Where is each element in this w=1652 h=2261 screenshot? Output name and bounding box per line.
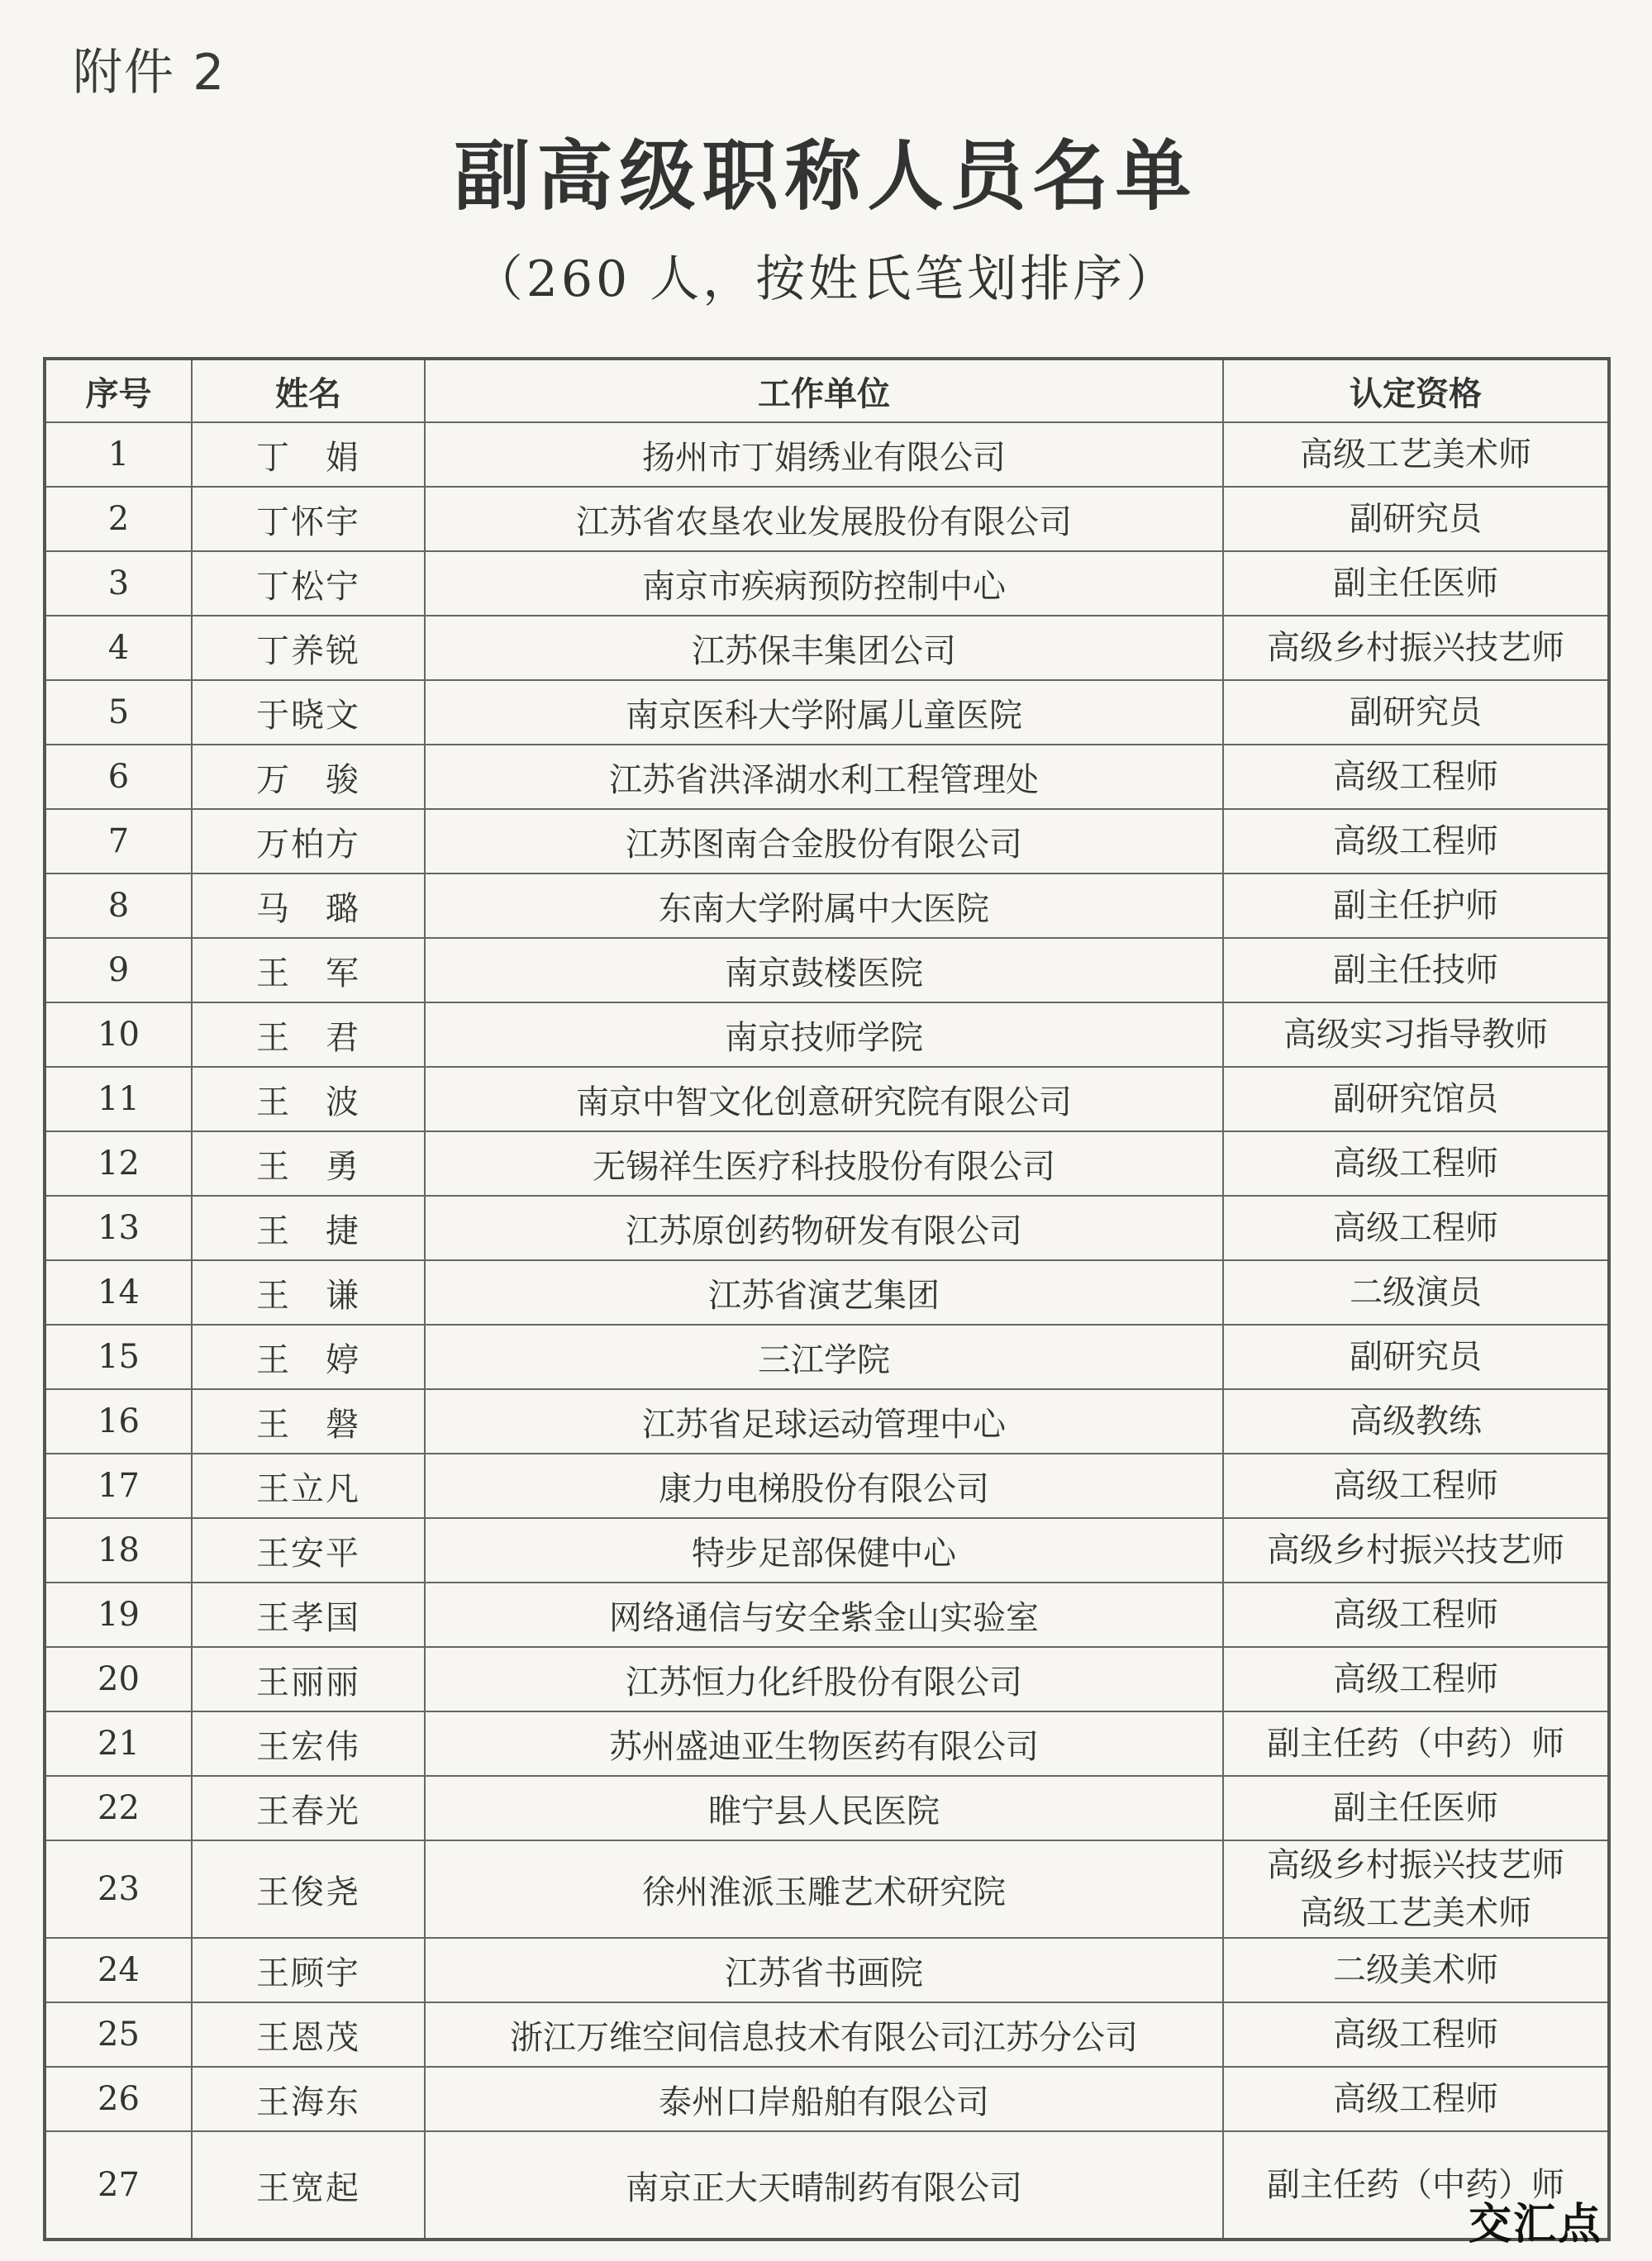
employer-name: 江苏省洪泽湖水利工程管理处 xyxy=(425,745,1223,809)
qualification-cell xyxy=(1223,551,1609,616)
table-row xyxy=(45,1938,1609,2002)
employer-name: 扬州市丁娟绣业有限公司 xyxy=(425,422,1223,487)
qualification-text: 副研究员 xyxy=(1350,693,1482,731)
row-index: 6 xyxy=(45,745,192,809)
employer-name: 苏州盛迪亚生物医药有限公司 xyxy=(425,1711,1223,1776)
document-subtitle: （260 人，按姓氏笔划排序） xyxy=(473,250,1179,308)
person-name: 王安平 xyxy=(192,1518,425,1583)
row-index: 2 xyxy=(45,487,192,551)
row-index: 20 xyxy=(45,1647,192,1711)
row-index: 17 xyxy=(45,1454,192,1518)
employer-name: 睢宁县人民医院 xyxy=(425,1776,1223,1840)
qualification-text: 高级工程师 xyxy=(1333,2016,1498,2054)
attachment-label: 附件 2 xyxy=(73,44,226,102)
employer-name: 江苏图南合金股份有限公司 xyxy=(425,809,1223,873)
table-row xyxy=(45,1196,1609,1260)
qualification-text: 副研究员 xyxy=(1350,500,1482,538)
row-index: 12 xyxy=(45,1131,192,1196)
row-index: 9 xyxy=(45,938,192,1002)
qualification-text: 高级工程师 xyxy=(1333,822,1498,860)
row-index: 7 xyxy=(45,809,192,873)
qualification-cell xyxy=(1223,616,1609,680)
qualification-text: 高级工程师 xyxy=(1333,1209,1498,1247)
table-row xyxy=(45,1067,1609,1131)
employer-name: 江苏省农垦农业发展股份有限公司 xyxy=(425,487,1223,551)
row-index: 16 xyxy=(45,1389,192,1454)
qualification-cell xyxy=(1223,2067,1609,2131)
row-index: 27 xyxy=(45,2131,192,2240)
table-row xyxy=(45,1260,1609,1325)
employer-name: 三江学院 xyxy=(425,1325,1223,1389)
table-row xyxy=(45,1002,1609,1067)
table-row xyxy=(45,809,1609,873)
qualification-cell xyxy=(1223,873,1609,938)
qualification-cell xyxy=(1223,2002,1609,2067)
qualification-text: 高级工程师 xyxy=(1333,1596,1498,1634)
qualification-text: 副研究员 xyxy=(1350,1338,1482,1376)
table-row xyxy=(45,551,1609,616)
row-index: 14 xyxy=(45,1260,192,1325)
qualification-cell xyxy=(1223,1325,1609,1389)
row-index: 23 xyxy=(45,1840,192,1938)
person-name: 丁怀宇 xyxy=(192,487,425,551)
qualification-text: 二级演员 xyxy=(1350,1273,1482,1311)
employer-name: 东南大学附属中大医院 xyxy=(425,873,1223,938)
qualification-cell xyxy=(1223,1840,1609,1938)
qualification-cell xyxy=(1223,680,1609,745)
qualification-text: 高级工程师 xyxy=(1333,1467,1498,1505)
person-name: 万 骏 xyxy=(192,745,425,809)
employer-name: 南京技师学院 xyxy=(425,1002,1223,1067)
person-name: 王 捷 xyxy=(192,1196,425,1260)
person-name: 王 婷 xyxy=(192,1325,425,1389)
qualification-text: 高级乡村振兴技艺师 xyxy=(1267,1846,1564,1884)
person-name: 王恩茂 xyxy=(192,2002,425,2067)
column-header-name: 姓名 xyxy=(192,359,425,422)
table-row xyxy=(45,2131,1609,2240)
employer-name: 江苏原创药物研发有限公司 xyxy=(425,1196,1223,1260)
table-row xyxy=(45,680,1609,745)
watermark-logo: 交汇点 xyxy=(1468,2199,1602,2249)
table-row xyxy=(45,745,1609,809)
person-name: 王宏伟 xyxy=(192,1711,425,1776)
person-name: 王 波 xyxy=(192,1067,425,1131)
qualification-text: 高级乡村振兴技艺师 xyxy=(1267,1531,1564,1569)
row-index: 1 xyxy=(45,422,192,487)
table-row xyxy=(45,1325,1609,1389)
qualification-cell xyxy=(1223,1938,1609,2002)
employer-name: 网络通信与安全紫金山实验室 xyxy=(425,1583,1223,1647)
employer-name: 泰州口岸船舶有限公司 xyxy=(425,2067,1223,2131)
employer-name: 特步足部保健中心 xyxy=(425,1518,1223,1583)
employer-name: 康力电梯股份有限公司 xyxy=(425,1454,1223,1518)
table-row xyxy=(45,1454,1609,1518)
person-name: 王孝国 xyxy=(192,1583,425,1647)
roster-table xyxy=(43,357,1611,2241)
qualification-text: 高级工程师 xyxy=(1333,1660,1498,1698)
employer-name: 江苏省演艺集团 xyxy=(425,1260,1223,1325)
qualification-text: 副研究馆员 xyxy=(1333,1080,1498,1118)
person-name: 万柏方 xyxy=(192,809,425,873)
qualification-text: 副主任药（中药）师 xyxy=(1267,1725,1564,1763)
qualification-cell xyxy=(1223,1131,1609,1196)
employer-name: 徐州淮派玉雕艺术研究院 xyxy=(425,1840,1223,1938)
qualification-cell xyxy=(1223,938,1609,1002)
employer-name: 南京医科大学附属儿童医院 xyxy=(425,680,1223,745)
qualification-text: 高级工艺美术师 xyxy=(1300,436,1531,474)
table-row xyxy=(45,1131,1609,1196)
qualification-cell xyxy=(1223,1711,1609,1776)
qualification-cell xyxy=(1223,745,1609,809)
row-index: 18 xyxy=(45,1518,192,1583)
person-name: 丁养锐 xyxy=(192,616,425,680)
qualification-cell xyxy=(1223,1389,1609,1454)
qualification-cell xyxy=(1223,1647,1609,1711)
table-row xyxy=(45,2002,1609,2067)
qualification-cell xyxy=(1223,1583,1609,1647)
row-index: 22 xyxy=(45,1776,192,1840)
qualification-cell xyxy=(1223,422,1609,487)
employer-name: 浙江万维空间信息技术有限公司江苏分公司 xyxy=(425,2002,1223,2067)
table-row xyxy=(45,616,1609,680)
row-index: 15 xyxy=(45,1325,192,1389)
person-name: 丁松宁 xyxy=(192,551,425,616)
qualification-cell xyxy=(1223,487,1609,551)
employer-name: 江苏恒力化纤股份有限公司 xyxy=(425,1647,1223,1711)
qualification-text: 高级工艺美术师 xyxy=(1300,1894,1531,1932)
person-name: 王 磐 xyxy=(192,1389,425,1454)
person-name: 王 谦 xyxy=(192,1260,425,1325)
qualification-cell xyxy=(1223,1067,1609,1131)
table-row xyxy=(45,1776,1609,1840)
table-row xyxy=(45,1840,1609,1938)
employer-name: 南京市疾病预防控制中心 xyxy=(425,551,1223,616)
person-name: 王顾宇 xyxy=(192,1938,425,2002)
table-row xyxy=(45,1389,1609,1454)
qualification-text: 高级工程师 xyxy=(1333,1145,1498,1183)
person-name: 丁 娟 xyxy=(192,422,425,487)
qualification-text: 副主任技师 xyxy=(1333,951,1498,989)
person-name: 王春光 xyxy=(192,1776,425,1840)
person-name: 王俊尧 xyxy=(192,1840,425,1938)
qualification-cell xyxy=(1223,809,1609,873)
qualification-cell xyxy=(1223,1776,1609,1840)
row-index: 13 xyxy=(45,1196,192,1260)
column-header-index: 序号 xyxy=(45,359,192,422)
table-row xyxy=(45,873,1609,938)
person-name: 王立凡 xyxy=(192,1454,425,1518)
employer-name: 江苏省书画院 xyxy=(425,1938,1223,2002)
qualification-cell xyxy=(1223,1002,1609,1067)
row-index: 11 xyxy=(45,1067,192,1131)
table-row xyxy=(45,938,1609,1002)
table-row xyxy=(45,2067,1609,2131)
qualification-cell xyxy=(1223,1260,1609,1325)
person-name: 王丽丽 xyxy=(192,1647,425,1711)
row-index: 21 xyxy=(45,1711,192,1776)
person-name: 王宽起 xyxy=(192,2131,425,2240)
person-name: 王 勇 xyxy=(192,1131,425,1196)
person-name: 马 璐 xyxy=(192,873,425,938)
qualification-text: 高级工程师 xyxy=(1333,758,1498,796)
qualification-text: 副主任药（中药）师 xyxy=(1267,2166,1564,2204)
person-name: 于晓文 xyxy=(192,680,425,745)
qualification-cell xyxy=(1223,1196,1609,1260)
row-index: 19 xyxy=(45,1583,192,1647)
row-index: 5 xyxy=(45,680,192,745)
row-index: 25 xyxy=(45,2002,192,2067)
table-row xyxy=(45,1518,1609,1583)
employer-name: 南京正大天晴制药有限公司 xyxy=(425,2131,1223,2240)
person-name: 王海东 xyxy=(192,2067,425,2131)
qualification-text: 高级乡村振兴技艺师 xyxy=(1267,629,1564,667)
row-index: 10 xyxy=(45,1002,192,1067)
table-row xyxy=(45,1583,1609,1647)
qualification-text: 副主任医师 xyxy=(1333,564,1498,602)
column-header-qualification: 认定资格 xyxy=(1223,359,1609,422)
column-header-employer: 工作单位 xyxy=(425,359,1223,422)
roster-body xyxy=(45,422,1609,2240)
employer-name: 南京中智文化创意研究院有限公司 xyxy=(425,1067,1223,1131)
employer-name: 江苏保丰集团公司 xyxy=(425,616,1223,680)
qualification-text: 副主任医师 xyxy=(1333,1789,1498,1827)
table-row xyxy=(45,422,1609,487)
employer-name: 南京鼓楼医院 xyxy=(425,938,1223,1002)
row-index: 24 xyxy=(45,1938,192,2002)
qualification-text: 副主任护师 xyxy=(1333,887,1498,925)
document-title: 副高级职称人员名单 xyxy=(454,132,1198,221)
table-row xyxy=(45,1711,1609,1776)
table-row xyxy=(45,487,1609,551)
row-index: 26 xyxy=(45,2067,192,2131)
row-index: 8 xyxy=(45,873,192,938)
row-index: 4 xyxy=(45,616,192,680)
qualification-text: 高级实习指导教师 xyxy=(1283,1016,1548,1054)
row-index: 3 xyxy=(45,551,192,616)
employer-name: 无锡祥生医疗科技股份有限公司 xyxy=(425,1131,1223,1196)
employer-name: 江苏省足球运动管理中心 xyxy=(425,1389,1223,1454)
qualification-text: 二级美术师 xyxy=(1333,1951,1498,1989)
person-name: 王 君 xyxy=(192,1002,425,1067)
table-row xyxy=(45,1647,1609,1711)
qualification-cell xyxy=(1223,1518,1609,1583)
table-header-row xyxy=(45,359,1609,422)
qualification-cell xyxy=(1223,1454,1609,1518)
qualification-text: 高级教练 xyxy=(1350,1402,1482,1440)
person-name: 王 军 xyxy=(192,938,425,1002)
qualification-text: 高级工程师 xyxy=(1333,2080,1498,2118)
